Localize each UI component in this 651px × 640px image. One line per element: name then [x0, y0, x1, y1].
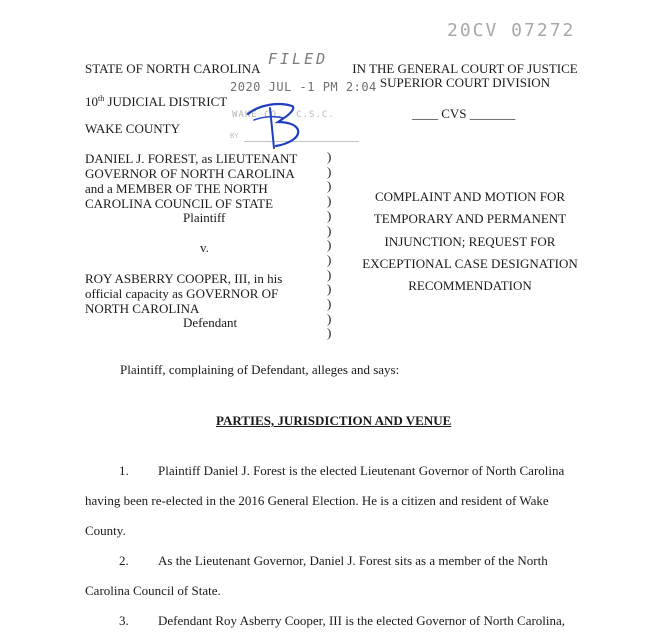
paragraph-2-line-1: As the Lieutenant Governor, Daniel J. Forest sits as a member of the North	[158, 553, 548, 568]
case-number-line: ____ CVS _______	[412, 106, 516, 121]
district-label: JUDICIAL DISTRICT	[104, 94, 228, 109]
paragraph-2-line-2: Carolina Council of State.	[85, 583, 221, 598]
title-line-1: COMPLAINT AND MOTION FOR	[374, 189, 566, 204]
filed-date-stamp: 2020 JUL -1 PM 2:04	[230, 80, 377, 94]
plaintiff-line-1: DANIEL J. FOREST, as LIEUTENANT	[85, 151, 298, 166]
paragraph-2-number: 2.	[119, 553, 129, 568]
paragraph-3-number: 3.	[119, 613, 129, 628]
title-line-3: INJUNCTION; REQUEST FOR	[384, 234, 556, 249]
paragraph-1-line-1: Plaintiff Daniel J. Forest is the elected Lieutenant Governor of North Carolina	[158, 463, 565, 478]
intro-paragraph: Plaintiff, complaining of Defendant, alleges and says:	[120, 362, 400, 377]
court-line-2: SUPERIOR COURT DIVISION	[379, 75, 551, 90]
paragraph-1-number: 1.	[119, 463, 129, 478]
title-line-5: RECOMMENDATION	[408, 278, 532, 293]
district-ordinal: th	[98, 94, 105, 103]
section-heading: PARTIES, JURISDICTION AND VENUE	[216, 413, 452, 428]
stamp-by-label: BY	[230, 132, 239, 140]
plaintiff-line-3: and a MEMBER OF THE NORTH	[85, 181, 268, 196]
title-line-4: EXCEPTIONAL CASE DESIGNATION	[362, 256, 578, 271]
defendant-role: Defendant	[183, 315, 238, 330]
defendant-line-1: ROY ASBERRY COOPER, III, in his	[85, 271, 283, 286]
title-line-2: TEMPORARY AND PERMANENT	[373, 211, 567, 226]
plaintiff-line-4: CAROLINA COUNCIL OF STATE	[85, 196, 274, 211]
paragraph-1-line-3: County.	[85, 523, 126, 538]
district-line	[85, 91, 227, 109]
filed-stamp: FILED	[268, 50, 329, 68]
state-line: STATE OF NORTH CAROLINA	[85, 61, 261, 76]
clerk-signature	[240, 96, 310, 152]
defendant-line-2: official capacity as GOVERNOR OF	[85, 286, 279, 301]
versus-label: v.	[200, 240, 209, 255]
plaintiff-line-2: GOVERNOR OF NORTH CAROLINA	[85, 166, 295, 181]
plaintiff-role: Plaintiff	[183, 210, 226, 225]
paragraph-1-line-2: having been re-elected in the 2016 General Election. He is a citizen and resident of Wake	[85, 493, 549, 508]
clerk-office-stamp: WAKE CO., C.S.C.	[232, 110, 335, 120]
court-line-1: IN THE GENERAL COURT OF JUSTICE	[352, 61, 578, 76]
county-line: WAKE COUNTY	[85, 121, 180, 136]
caption-bracket-column: ) ) ) ) ) ) ) ) ) ) ) ) )	[327, 149, 332, 341]
paragraph-3-line-1: Defendant Roy Asberry Cooper, III is the elected Governor of North Carolina,	[158, 613, 566, 628]
file-number-stamp: 20CV 07272	[447, 20, 576, 41]
defendant-line-3: NORTH CAROLINA	[85, 301, 200, 316]
district-number: 10	[85, 94, 98, 109]
